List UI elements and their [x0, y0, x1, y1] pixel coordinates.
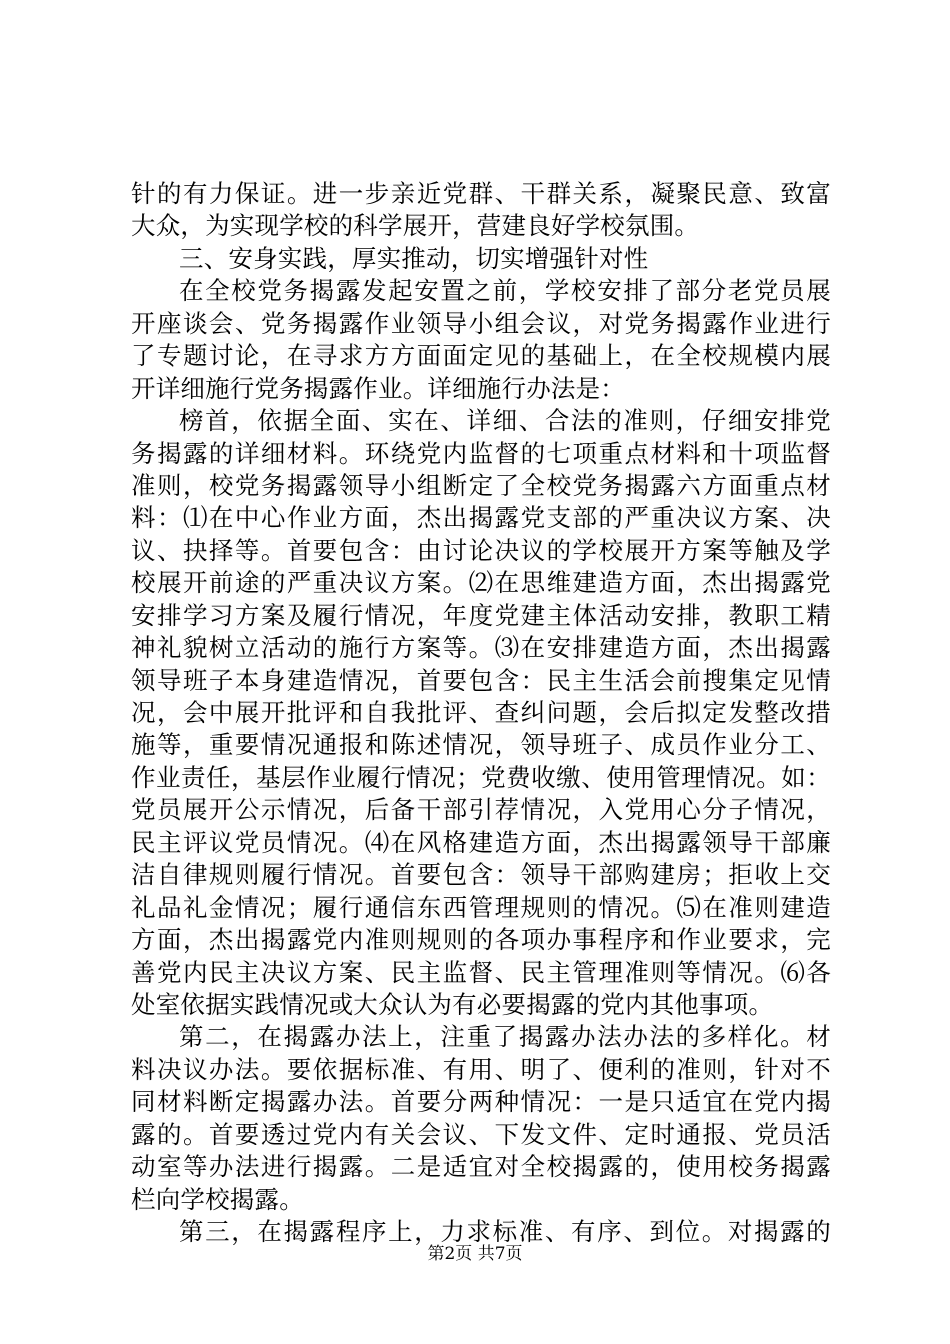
text-line: 领导班子本身建造情况，首要包含：民主生活会前搜集定见情 — [131, 665, 831, 695]
text-line: 栏向学校揭露。 — [131, 1184, 304, 1214]
text-line: 施等，重要情况通报和陈述情况，领导班子、成员作业分工、 — [131, 730, 831, 760]
text-line: 第二，在揭露办法上，注重了揭露办法办法的多样化。材 — [179, 1022, 831, 1052]
text-line: 党员展开公示情况，后备干部引荐情况，入党用心分子情况， — [131, 795, 831, 825]
text-line: 务揭露的详细材料。环绕党内监督的七项重点材料和十项监督 — [131, 438, 831, 468]
text-line: 榜首，依据全面、实在、详细、合法的准则，仔细安排党 — [179, 406, 831, 436]
text-line: 同材料断定揭露办法。首要分两种情况：一是只适宜在党内揭 — [131, 1087, 831, 1117]
text-line: 开座谈会、党务揭露作业领导小组会议，对党务揭露作业进行 — [131, 308, 831, 338]
text-line: 开详细施行党务揭露作业。详细施行办法是： — [131, 373, 625, 403]
text-line: 善党内民主决议方案、民主监督、民主管理准则等情况。⑹各 — [131, 957, 831, 987]
text-line: 方面，杰出揭露党内准则规则的各项办事程序和作业要求，完 — [131, 925, 831, 955]
text-line: 准则，校党务揭露领导小组断定了全校党务揭露六方面重点材 — [131, 470, 831, 500]
text-line: 处室依据实践情况或大众认为有必要揭露的党内其他事项。 — [131, 989, 774, 1019]
text-line: 动室等办法进行揭露。二是适宜对全校揭露的，使用校务揭露 — [131, 1152, 831, 1182]
text-line: 三、安身实践，厚实推动，切实增强针对性 — [179, 243, 649, 273]
text-line: 校展开前途的严重决议方案。⑵在思维建造方面，杰出揭露党 — [131, 568, 831, 598]
text-line: 料：⑴在中心作业方面，杰出揭露党支部的严重决议方案、决 — [131, 503, 831, 533]
text-line: 礼品礼金情况；履行通信东西管理规则的情况。⑸在准则建造 — [131, 892, 831, 922]
document-body — [131, 178, 831, 1248]
text-line: 针的有力保证。进一步亲近党群、干群关系，凝聚民意、致富 — [131, 179, 831, 208]
text-line: 第三，在揭露程序上，力求标准、有序、到位。对揭露的 — [179, 1217, 831, 1246]
text-line: 况，会中展开批评和自我批评、查纠问题，会后拟定发整改措 — [131, 698, 831, 727]
text-line: 安排学习方案及履行情况，年度党建主体活动安排，教职工精 — [131, 600, 831, 630]
text-line: 大众，为实现学校的科学展开，营建良好学校氛围。 — [131, 211, 700, 241]
text-line: 作业责任，基层作业履行情况；党费收缴、使用管理情况。如： — [131, 762, 831, 792]
text-line: 民主评议党员情况。⑷在风格建造方面，杰出揭露领导干部廉 — [131, 827, 831, 857]
text-line: 露的。首要透过党内有关会议、下发文件、定时通报、党员活 — [131, 1119, 831, 1149]
text-line: 洁自律规则履行情况。首要包含：领导干部购建房；拒收上交 — [131, 860, 831, 890]
text-line: 神礼貌树立活动的施行方案等。⑶在安排建造方面，杰出揭露 — [131, 633, 831, 663]
text-line: 议、抉择等。首要包含：由讨论决议的学校展开方案等触及学 — [131, 535, 831, 565]
text-line: 在全校党务揭露发起安置之前，学校安排了部分老党员展 — [179, 276, 831, 306]
text-line: 了专题讨论，在寻求方方面面定见的基础上，在全校规模内展 — [131, 341, 831, 371]
text-line: 料决议办法。要依据标准、有用、明了、便利的准则，针对不 — [131, 1054, 831, 1084]
page-footer: 第2页 共7页 — [427, 1244, 523, 1264]
